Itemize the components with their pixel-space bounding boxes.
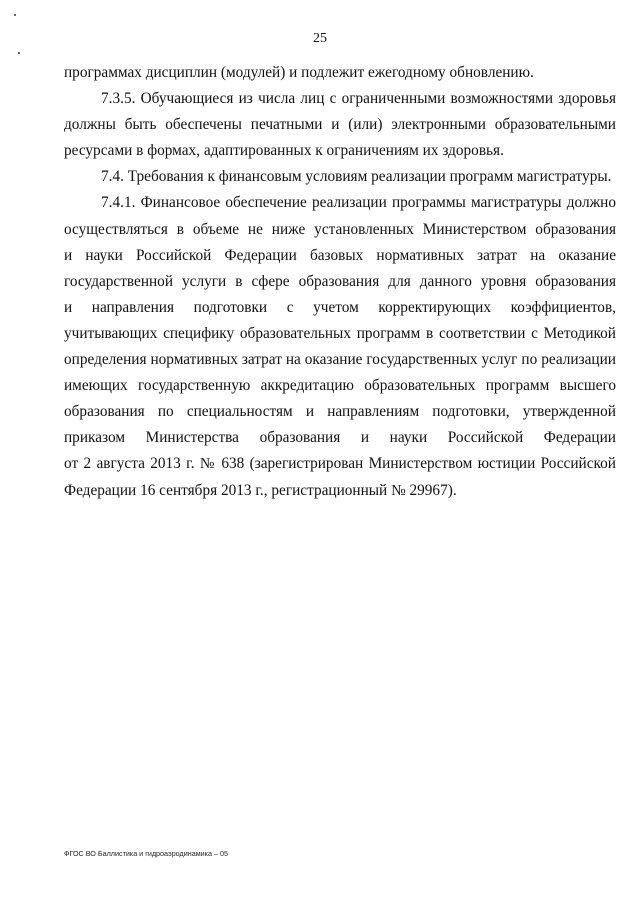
text-line: учитывающих специфику образовательных программ в соответствии с Методикой: [64, 324, 616, 342]
text-line: должны быть обеспечены печатными и (или) электронными образовательными: [64, 116, 616, 134]
text-line: 7.3.5. Обучающиеся из числа лиц с ограниченными возможностями здоровья: [101, 90, 616, 108]
paragraph-continuation: [64, 60, 616, 86]
text-line: и науки Российской Федерации базовых нормативных затрат на оказание: [64, 246, 616, 264]
paragraph-7-4-1: [64, 190, 616, 503]
text-line: имеющих государственную аккредитацию образовательных программ высшего: [64, 377, 616, 395]
document-body: [64, 60, 616, 504]
text-line: государственной услуги в сфере образования для данного уровня образования: [64, 272, 616, 290]
scan-speck: [14, 14, 16, 16]
text-line: определения нормативных затрат на оказание государственных услуг по реализации: [64, 351, 616, 369]
text-line: ресурсами в формах, адаптированных к ограничениям их здоровья.: [64, 142, 504, 160]
text-line: приказом Министерства образования и науки Российской Федерации: [64, 429, 616, 447]
page-number: 25: [313, 31, 327, 46]
text-line: Федерации 16 сентября 2013 г., регистрационный № 29967).: [64, 481, 457, 499]
document-footer: ФГОС ВО Баллистика и гидроаэродинамика – 05: [64, 849, 228, 858]
paragraph-7-3-5: [64, 86, 616, 164]
text-line: программах дисциплин (модулей) и подлежит ежегодному обновлению.: [64, 64, 534, 81]
scan-speck: [18, 52, 20, 54]
paragraph-7-4: [64, 164, 616, 190]
text-line: осуществляться в объеме не ниже установленных Министерством образования: [64, 220, 616, 238]
text-line: и направления подготовки с учетом корректирующих коэффициентов,: [64, 298, 616, 316]
section-heading: 7.4. Требования к финансовым условиям реализации программ магистратуры.: [101, 168, 612, 186]
text-line: от 2 августа 2013 г. № 638 (зарегистрирован Министерством юстиции Российской: [64, 455, 616, 473]
text-line: образования по специальностям и направлениям подготовки, утвержденной: [64, 403, 616, 421]
text-line: 7.4.1. Финансовое обеспечение реализации программы магистратуры должно: [101, 194, 616, 212]
